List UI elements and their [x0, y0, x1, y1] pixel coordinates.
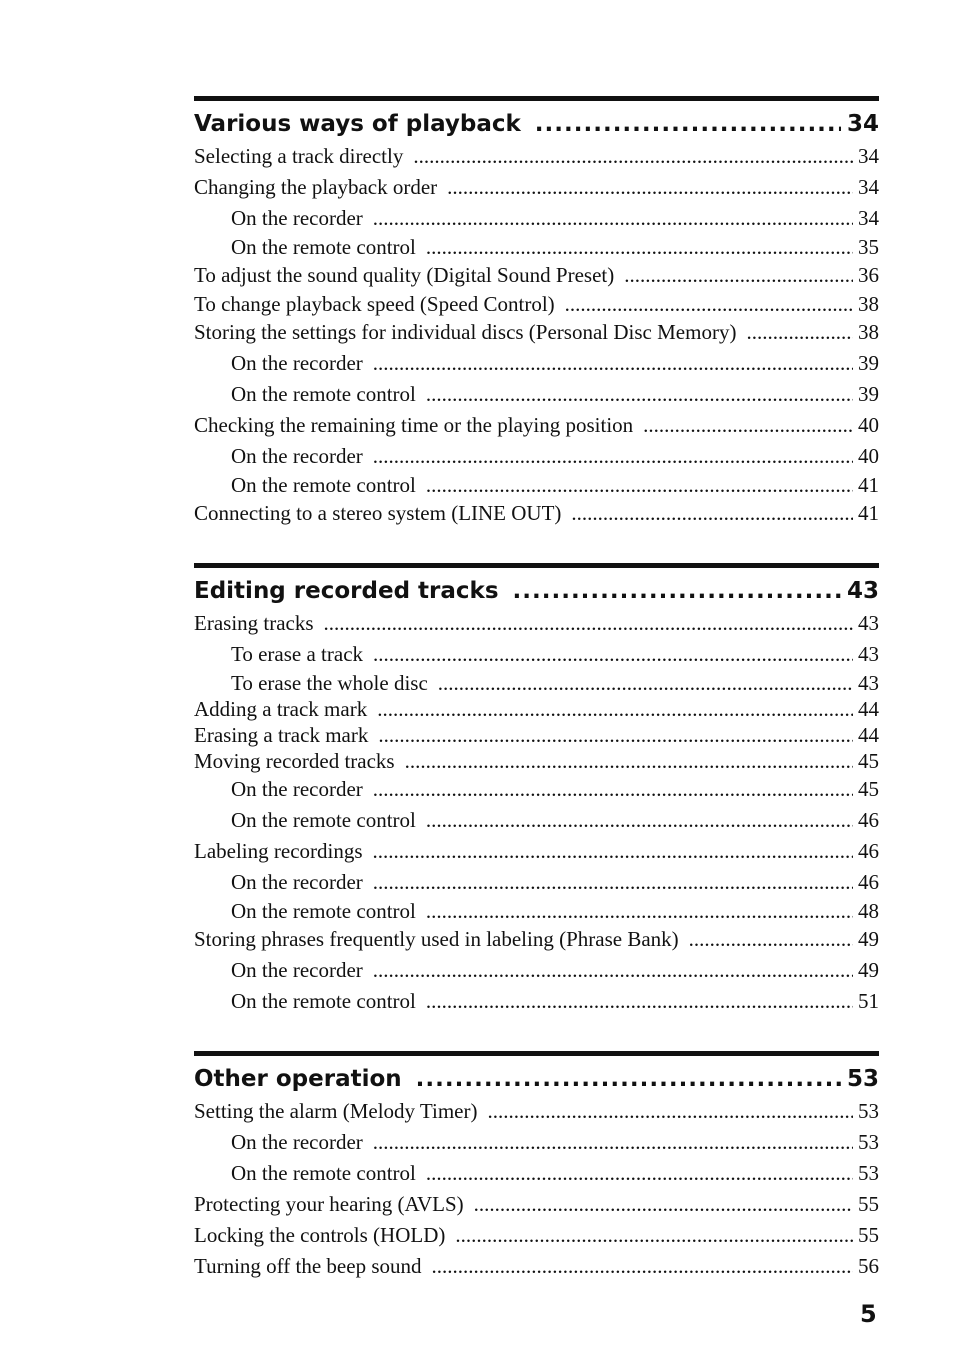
toc-subentry[interactable]	[194, 203, 879, 234]
leader-dots	[373, 867, 853, 898]
toc-entry[interactable]	[194, 924, 879, 955]
entry-page: 43	[858, 671, 879, 695]
entry-page: 38	[858, 292, 879, 316]
toc-subentry[interactable]	[194, 441, 879, 472]
leader-dots	[373, 441, 853, 472]
section-heading[interactable]	[194, 1062, 879, 1096]
entry-text: On the recorder	[231, 958, 363, 982]
entry-page: 39	[858, 382, 879, 406]
leader-dots	[571, 498, 853, 529]
entry-text: Checking the remaining time or the playing position	[194, 413, 634, 437]
section-rule	[194, 96, 879, 101]
entry-text: On the recorder	[231, 870, 363, 894]
entry-page: 43	[858, 611, 879, 635]
entry-page: 56	[858, 1254, 879, 1278]
leader-dots	[746, 317, 853, 348]
entry-text: Storing phrases frequently used in labeling (Phrase Bank)	[194, 927, 679, 951]
toc-entry[interactable]	[194, 141, 879, 172]
entry-text: On the remote control	[231, 473, 416, 497]
entry-text: On the remote control	[231, 899, 416, 923]
entry-text: On the remote control	[231, 235, 416, 259]
leader-dots	[426, 805, 853, 836]
toc-subentry[interactable]	[194, 867, 879, 898]
entry-text: To adjust the sound quality (Digital Sound Preset)	[194, 263, 615, 287]
toc-subentry[interactable]	[194, 670, 879, 696]
entry-text: On the recorder	[231, 206, 363, 230]
toc-subentry[interactable]	[194, 234, 879, 260]
toc-entry[interactable]	[194, 317, 879, 348]
entry-page: 35	[858, 235, 879, 259]
toc-entry[interactable]	[194, 1251, 879, 1282]
entry-text: Erasing tracks	[194, 611, 314, 635]
toc-entry[interactable]	[194, 172, 879, 203]
entry-text: Changing the playback order	[194, 175, 438, 199]
toc-subentry[interactable]	[194, 805, 879, 836]
toc-subentry[interactable]	[194, 348, 879, 379]
entry-page: 53	[858, 1130, 879, 1154]
section-page: 53	[846, 1066, 879, 1092]
entry-text: Locking the controls (HOLD)	[194, 1223, 446, 1247]
entry-page: 41	[858, 501, 879, 525]
leader-dots	[513, 574, 841, 608]
entry-page: 51	[858, 989, 879, 1013]
entry-page: 46	[858, 839, 879, 863]
entry-text: Adding a track mark	[194, 697, 368, 721]
toc-entry[interactable]	[194, 410, 879, 441]
leader-dots	[624, 260, 853, 291]
toc-subentry[interactable]	[194, 1127, 879, 1158]
leader-dots	[426, 472, 853, 498]
toc-subentry[interactable]	[194, 379, 879, 410]
section-heading[interactable]	[194, 107, 879, 141]
entry-page: 44	[858, 697, 879, 721]
leader-dots	[373, 203, 853, 234]
leader-dots	[426, 1158, 853, 1189]
leader-dots	[438, 670, 853, 696]
entry-page: 55	[858, 1223, 879, 1247]
toc-entry[interactable]	[194, 1220, 879, 1251]
toc-entry[interactable]	[194, 260, 879, 291]
entry-page: 40	[858, 444, 879, 468]
toc-entry[interactable]	[194, 291, 879, 317]
entry-text: Protecting your hearing (AVLS)	[194, 1192, 464, 1216]
toc-entry[interactable]	[194, 722, 879, 748]
leader-dots	[324, 608, 853, 639]
entry-text: On the remote control	[231, 808, 416, 832]
toc-entry[interactable]	[194, 696, 879, 722]
leader-dots	[373, 1127, 853, 1158]
section-editing-recorded-tracks	[194, 563, 879, 1017]
entry-text: On the recorder	[231, 444, 363, 468]
leader-dots	[643, 410, 853, 441]
entry-text: Turning off the beep sound	[194, 1254, 422, 1278]
entry-text: Connecting to a stereo system (LINE OUT)	[194, 501, 562, 525]
leader-dots	[373, 639, 853, 670]
leader-dots	[426, 898, 853, 924]
entry-page: 49	[858, 927, 879, 951]
entry-text: To erase the whole disc	[231, 671, 428, 695]
page-number: 5	[860, 1300, 877, 1328]
entry-text: On the remote control	[231, 382, 416, 406]
section-various-ways-of-playback	[194, 96, 879, 529]
section-title: Various ways of playback	[194, 111, 521, 137]
entry-page: 41	[858, 473, 879, 497]
leader-dots	[373, 955, 853, 986]
section-title: Other operation	[194, 1066, 402, 1092]
section-heading[interactable]	[194, 574, 879, 608]
section-page: 34	[846, 111, 879, 137]
entry-page: 45	[858, 749, 879, 773]
entry-page: 44	[858, 723, 879, 747]
entry-page: 53	[858, 1099, 879, 1123]
entry-text: Storing the settings for individual discs (Personal Disc Memory)	[194, 320, 737, 344]
entry-text: On the recorder	[231, 1130, 363, 1154]
entry-page: 34	[858, 206, 879, 230]
leader-dots	[426, 986, 853, 1017]
entry-text: Labeling recordings	[194, 839, 363, 863]
toc-entry[interactable]	[194, 836, 879, 867]
entry-text: Erasing a track mark	[194, 723, 369, 747]
leader-dots	[535, 107, 841, 141]
toc-entry[interactable]	[194, 1189, 879, 1220]
leader-dots	[565, 291, 853, 317]
section-page: 43	[846, 578, 879, 604]
toc-subentry[interactable]	[194, 472, 879, 498]
leader-dots	[447, 172, 853, 203]
entry-page: 43	[858, 642, 879, 666]
leader-dots	[373, 348, 853, 379]
entry-page: 38	[858, 320, 879, 344]
entry-page: 49	[858, 958, 879, 982]
leader-dots	[416, 1062, 841, 1096]
entry-text: Selecting a track directly	[194, 144, 404, 168]
leader-dots	[487, 1096, 853, 1127]
entry-text: On the recorder	[231, 777, 363, 801]
toc-subentry[interactable]	[194, 639, 879, 670]
section-rule	[194, 563, 879, 568]
table-of-contents	[194, 96, 879, 1282]
entry-page: 48	[858, 899, 879, 923]
leader-dots	[432, 1251, 854, 1282]
entry-text: On the remote control	[231, 989, 416, 1013]
toc-entry[interactable]	[194, 498, 879, 529]
entry-text: To change playback speed (Speed Control)	[194, 292, 555, 316]
entry-page: 40	[858, 413, 879, 437]
leader-dots	[474, 1189, 853, 1220]
leader-dots	[373, 836, 853, 867]
leader-dots	[413, 141, 853, 172]
entry-text: Setting the alarm (Melody Timer)	[194, 1099, 478, 1123]
section-other-operation	[194, 1051, 879, 1282]
entry-page: 34	[858, 175, 879, 199]
leader-dots	[426, 234, 853, 260]
toc-subentry[interactable]	[194, 1158, 879, 1189]
section-rule	[194, 1051, 879, 1056]
toc-entry[interactable]	[194, 1096, 879, 1127]
entry-page: 34	[858, 144, 879, 168]
entry-page: 46	[858, 808, 879, 832]
leader-dots	[689, 924, 853, 955]
toc-subentry[interactable]	[194, 986, 879, 1017]
toc-subentry[interactable]	[194, 955, 879, 986]
leader-dots	[426, 379, 853, 410]
entry-text: On the recorder	[231, 351, 363, 375]
toc-entry[interactable]	[194, 748, 879, 774]
entry-page: 46	[858, 870, 879, 894]
leader-dots	[378, 722, 853, 748]
leader-dots	[377, 696, 853, 722]
toc-subentry[interactable]	[194, 774, 879, 805]
section-title: Editing recorded tracks	[194, 578, 499, 604]
leader-dots	[455, 1220, 853, 1251]
entry-text: Moving recorded tracks	[194, 749, 395, 773]
entry-page: 36	[858, 263, 879, 287]
leader-dots	[405, 748, 853, 774]
entry-page: 53	[858, 1161, 879, 1185]
leader-dots	[373, 774, 853, 805]
toc-subentry[interactable]	[194, 898, 879, 924]
toc-entry[interactable]	[194, 608, 879, 639]
entry-page: 45	[858, 777, 879, 801]
entry-page: 39	[858, 351, 879, 375]
entry-text: On the remote control	[231, 1161, 416, 1185]
entry-text: To erase a track	[231, 642, 364, 666]
entry-page: 55	[858, 1192, 879, 1216]
